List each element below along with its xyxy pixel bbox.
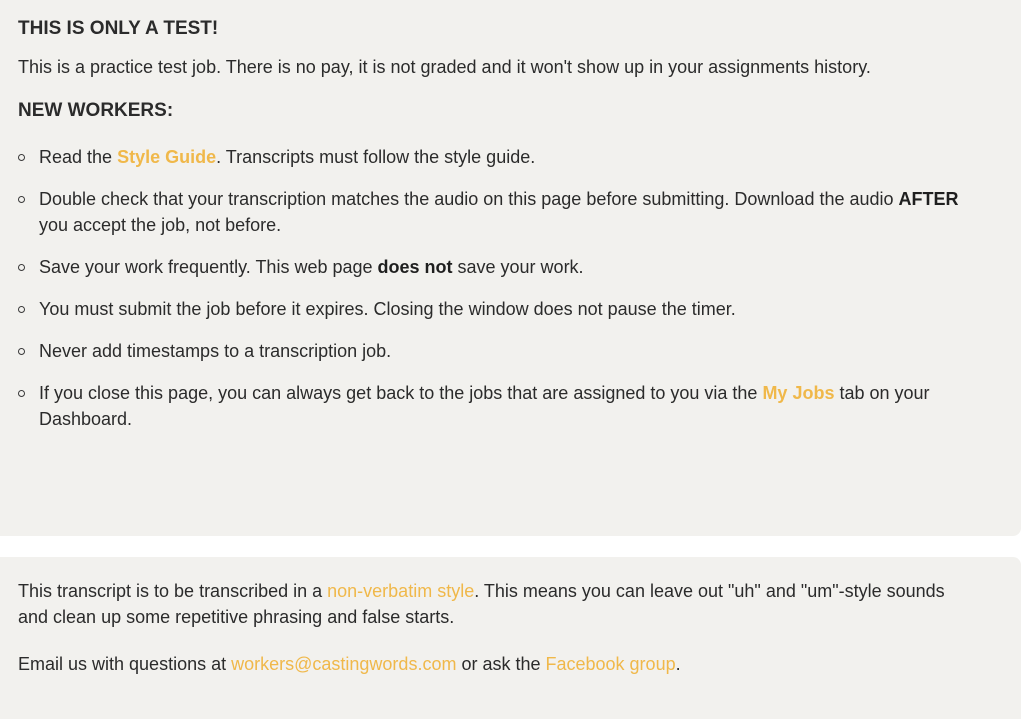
list-item-text: If you close this page, you can always get back to the jobs that are assigned to you via the bbox=[39, 383, 763, 403]
list-item-text: tab on your Dashboard. bbox=[39, 383, 930, 429]
style-note-before: This transcript is to be transcribed in a bbox=[18, 581, 328, 601]
new-workers-heading: NEW WORKERS: bbox=[18, 100, 174, 121]
new-workers-list bbox=[18, 144, 1021, 432]
style-note-text bbox=[18, 578, 978, 630]
list-item-double-check bbox=[18, 186, 989, 238]
list-item-submit-before-expiry bbox=[18, 296, 989, 322]
non-verbatim-style-link[interactable]: non-verbatim style bbox=[327, 581, 475, 601]
list-item-save-work bbox=[18, 254, 989, 280]
style-guide-link[interactable]: Style Guide bbox=[117, 147, 217, 167]
bullet-circle-icon bbox=[18, 196, 25, 203]
bullet-circle-icon bbox=[18, 264, 25, 271]
list-item-text: Double check that your transcription matches the audio on this page before submitting. Download the audio bbox=[39, 189, 899, 209]
contact-before: Email us with questions at bbox=[18, 654, 232, 674]
list-item-text: Save your work frequently. This web page bbox=[39, 257, 378, 277]
style-note-after: . This means you can leave out "uh" and "um"-style sounds and clean up some repetitive phrasing and false starts. bbox=[18, 581, 945, 627]
list-item-text: . Transcripts must follow the style guide. bbox=[216, 147, 536, 167]
list-item-text: You must submit the job before it expires. Closing the window does not pause the timer. bbox=[39, 299, 736, 319]
facebook-group-link[interactable]: Facebook group bbox=[545, 654, 676, 674]
list-item-text: Never add timestamps to a transcription job. bbox=[39, 341, 392, 361]
bullet-circle-icon bbox=[18, 390, 25, 397]
email-link[interactable]: workers@castingwords.com bbox=[231, 654, 457, 674]
contact-after: . bbox=[675, 654, 681, 674]
list-item-style-guide bbox=[18, 144, 989, 170]
test-notice-heading: THIS IS ONLY A TEST! bbox=[18, 18, 219, 39]
bullet-circle-icon bbox=[18, 348, 25, 355]
list-item-my-jobs bbox=[18, 380, 989, 432]
bullet-circle-icon bbox=[18, 154, 25, 161]
my-jobs-link[interactable]: My Jobs bbox=[762, 383, 835, 403]
test-notice-text: This is a practice test job. There is no pay, it is not graded and it won't show up in your assignments history. bbox=[18, 57, 871, 77]
list-item-text: Read the bbox=[39, 147, 118, 167]
list-item-text: save your work. bbox=[452, 257, 584, 277]
list-item-no-timestamps bbox=[18, 338, 989, 364]
bullet-circle-icon bbox=[18, 306, 25, 313]
list-item-text: you accept the job, not before. bbox=[39, 215, 282, 235]
style-info-panel bbox=[0, 557, 1021, 719]
contact-middle: or ask the bbox=[456, 654, 546, 674]
contact-text bbox=[18, 651, 978, 677]
emphasis-text: AFTER bbox=[898, 189, 959, 209]
emphasis-text: does not bbox=[377, 257, 453, 277]
